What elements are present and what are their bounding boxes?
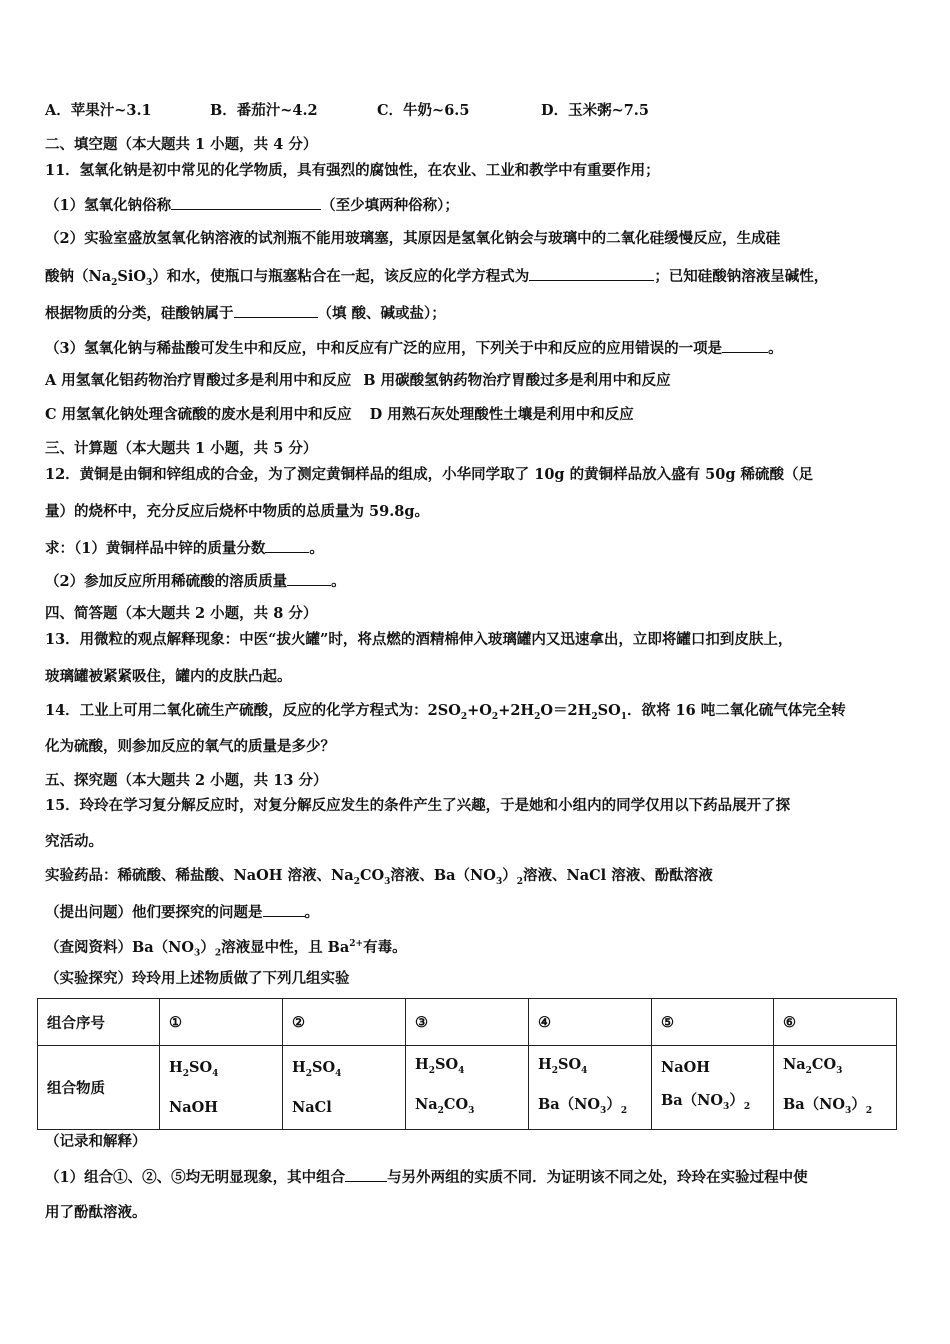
q15-record-line1: （1）组合①、②、⑤均无明显现象，其中组合 与另外两组的实质不同．为证明该不同之处，玲玲在实验过程中使: [45, 1166, 808, 1188]
q11-part1: （1）氢氧化钠俗称 （至少填两种俗称）；: [45, 194, 459, 216]
q11-options-ab: [45, 371, 671, 391]
q11-stem: 11．氢氧化钠是初中常见的化学物质，具有强烈的腐蚀性，在农业、工业和教学中有重要作用；: [45, 162, 660, 179]
q15-line1: 15．玲玲在学习复分解反应时，对复分解反应发生的条件产生了兴趣，于是她和小组内的同学仅用以下药品展开了探: [45, 797, 791, 814]
table-cell: NaOH $Ba(NO_3)_2$: [652, 1046, 774, 1130]
table-col-number: ③: [406, 999, 529, 1046]
q15-reagents: 实验药品：稀硫酸、稀盐酸、NaOH 溶液、$Na_2CO_3$溶液、$Ba(NO_3)_2$溶液、NaCl 溶液、酚酞溶液: [45, 867, 713, 887]
option-a: A．苹果汁~3.1: [45, 102, 152, 119]
table-col-number: ②: [283, 999, 406, 1046]
q15-ask: （提出问题）他们要探究的问题是 。: [45, 901, 319, 923]
q13-line1: 13．用微粒的观点解释现象：中医“拔火罐”时，将点燃的酒精棉伸入玻璃罐内又迅速拿出，立即将罐口扣到皮肤上，: [45, 631, 793, 648]
q11-part2-line3: 根据物质的分类，硅酸钠属于 （填 酸、碱或盐）；: [45, 302, 446, 324]
q11-option-d: D 用熟石灰处理酸性土壤是利用中和反应: [369, 406, 634, 423]
table-col-number: ④: [529, 999, 652, 1046]
answer-blank[interactable]: [265, 537, 309, 553]
q14-line1: 14．工业上可用二氧化硫生产硫酸，反应的化学方程式为：$2SO_2+O_2+2H_2O=2H_2SO_1$．欲将 16 吨二氧化硫气体完全转: [45, 702, 846, 722]
q11-option-a: A 用氢氧化铝药物治疗胃酸过多是利用中和反应: [45, 372, 352, 389]
experiment-table: [37, 998, 897, 1130]
answer-blank[interactable]: [234, 302, 318, 318]
q12-line2: 量）的烧杯中，充分反应后烧杯中物质的总质量为 59.8g。: [45, 503, 430, 520]
q11-part3: （3）氢氧化钠与稀盐酸可发生中和反应，中和反应有广泛的应用，下列关于中和反应的应用错误的一项是 。: [45, 337, 783, 359]
answer-blank[interactable]: [529, 265, 654, 281]
q12-sub1: 求：（1）黄铜样品中锌的质量分数 。: [45, 537, 324, 559]
q13-line2: 玻璃罐被紧紧吸住，罐内的皮肤凸起。: [45, 668, 292, 685]
q11-option-c: C 用氢氧化钠处理含硫酸的废水是利用中和反应: [45, 406, 352, 423]
section-heading-inquiry: 五、探究题（本大题共 2 小题，共 13 分）: [45, 772, 328, 789]
q15-line2: 究活动。: [45, 833, 103, 850]
table-cell: $H_2SO_4$ $Na_2CO_3$: [406, 1046, 529, 1130]
q15-reference: （查阅资料）$Ba(NO_3)_2$溶液显中性，且 $Ba^{2+}$有毒。: [45, 938, 407, 959]
section-heading-calculation: 三、计算题（本大题共 1 小题，共 5 分）: [45, 440, 318, 457]
answer-blank[interactable]: [345, 1166, 387, 1182]
table-cell: $H_2SO_4$ NaOH: [160, 1046, 283, 1130]
table-col-number: ⑥: [774, 999, 897, 1046]
table-cell: $H_2SO_4$ NaCl: [283, 1046, 406, 1130]
answer-blank[interactable]: [287, 570, 331, 586]
table-cell: $H_2SO_4$ $Ba(NO_3)_2$: [529, 1046, 652, 1130]
answer-blank[interactable]: [171, 194, 321, 210]
q11-option-b: B 用碳酸氢钠药物治疗胃酸过多是利用中和反应: [363, 372, 671, 389]
q11-part2-line1: （2）实验室盛放氢氧化钠溶液的试剂瓶不能用玻璃塞，其原因是氢氧化钠会与玻璃中的二氧化硅缓慢反应，生成硅: [45, 230, 781, 247]
table-header-label: 组合序号: [38, 999, 160, 1046]
answer-blank[interactable]: [263, 901, 305, 917]
table-row: [38, 1046, 897, 1130]
answer-blank[interactable]: [722, 337, 768, 353]
q11-part2-line2: 酸钠$(Na_2SiO_3)$和水，使瓶口与瓶塞粘合在一起，该反应的化学方程式为 ；已知硅酸钠溶液呈碱性，: [45, 265, 828, 293]
q12-sub2: （2）参加反应所用稀硫酸的溶质质量 。: [45, 570, 346, 592]
q15-record-line2: 用了酚酞溶液。: [45, 1204, 147, 1221]
table-header-row: [38, 999, 897, 1046]
section-heading-short-answer: 四、简答题（本大题共 2 小题，共 8 分）: [45, 605, 318, 622]
option-d: D．玉米粥~7.5: [541, 102, 649, 119]
table-col-number: ①: [160, 999, 283, 1046]
q12-line1: 12．黄铜是由铜和锌组成的合金，为了测定黄铜样品的组成，小华同学取了 10g 的黄铜样品放入盛有 50g 稀硫酸（足: [45, 466, 814, 483]
table-cell: $Na_2CO_3$ $Ba(NO_3)_2$: [774, 1046, 897, 1130]
q15-record-heading: （记录和解释）: [45, 1133, 147, 1150]
q14-line2: 化为硫酸，则参加反应的氧气的质量是多少？: [45, 738, 335, 755]
option-c: C．牛奶~6.5: [377, 102, 470, 119]
table-row-label: 组合物质: [38, 1046, 160, 1130]
q15-explore: （实验探究）玲玲用上述物质做了下列几组实验: [45, 970, 350, 987]
q11-options-cd: [45, 405, 634, 425]
section-heading-fill-blank: 二、填空题（本大题共 1 小题，共 4 分）: [45, 136, 318, 153]
option-b: B．番茄汁~4.2: [210, 102, 318, 119]
table-col-number: ⑤: [652, 999, 774, 1046]
